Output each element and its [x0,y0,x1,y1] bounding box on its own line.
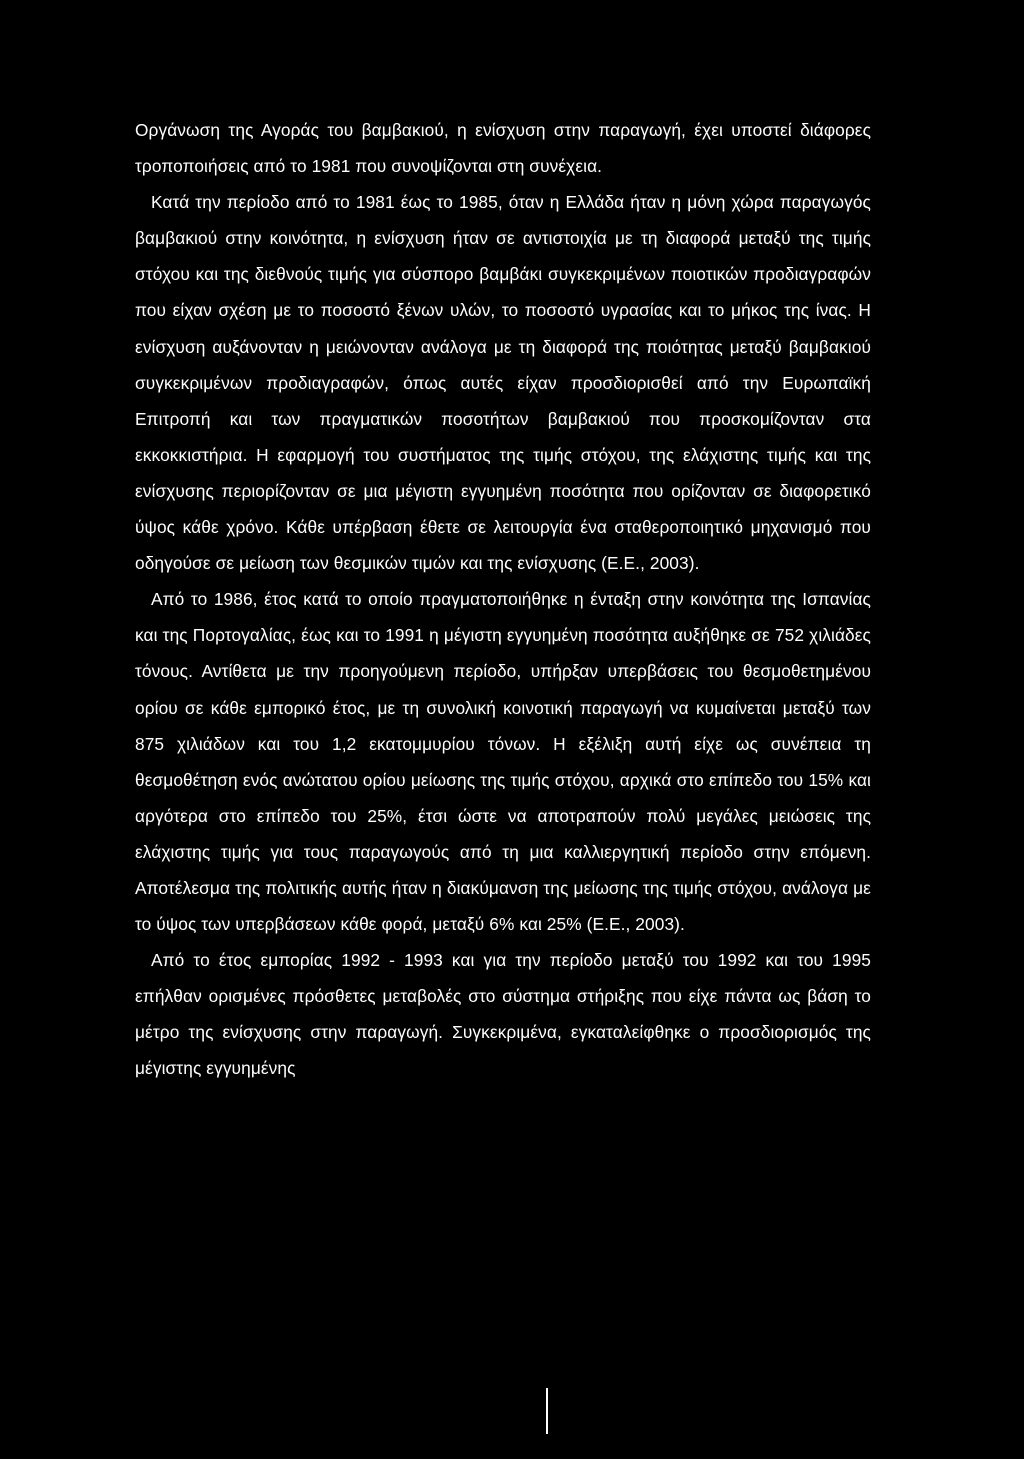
paragraph-4: Από το έτος εμπορίας 1992 - 1993 και για την περίοδο μεταξύ του 1992 και του 1995 επήλθαν ορισμένες πρόσθετες μεταβολές στο σύστημα στήριξης που είχε πάντα ως βάση το μέτρο της ενίσχυσης στην παραγωγή. Συγκεκριμένα, εγκαταλείφθηκε ο προσδιορισμός της μέγιστης εγγυημένης [135,950,871,1079]
document-page [135,112,871,1087]
paragraph-3: Από το 1986, έτος κατά το οποίο πραγματοποιήθηκε η ένταξη στην κοινότητα της Ισπανίας και της Πορτογαλίας, έως και το 1991 η μέγιστη εγγυημένη ποσότητα αυξήθηκε σε 752 χιλιάδες τόνους. Αντίθετα με την προηγούμενη περίοδο, υπήρξαν υπερβάσεις του θεσμοθετημένου ορίου σε κάθε εμπορικό έτος, με τη συνολική κοινοτική παραγωγή να κυμαίνεται μεταξύ των 875 χιλιάδων και του 1,2 εκατομμυρίου τόνων. Η εξέλιξη αυτή είχε ως συνέπεια τη θεσμοθέτηση ενός ανώτατου ορίου μείωσης της τιμής στόχου, αρχικά στο επίπεδο του 15% και αργότερα στο επίπεδο του 25%, έτσι ώστε να αποτραπούν πολύ μεγάλες μειώσεις της ελάχιστης τιμής για τους παραγωγούς από τη μια καλλιεργητική περίοδο στην επόμενη. Αποτέλεσμα της πολιτικής αυτής ήταν η διακύμανση της μείωσης της τιμής στόχου, ανάλογα με το ύψος των υπερβάσεων κάθε φορά, μεταξύ 6% και 25% (Ε.Ε., 2003). [135,589,871,935]
page-marker-line [546,1388,548,1434]
paragraph-1: Οργάνωση της Αγοράς του βαμβακιού, η ενίσχυση στην παραγωγή, έχει υποστεί διάφορες τροποποιήσεις από το 1981 που συνοψίζονται στη συνέχεια. [135,120,871,177]
paragraph-2: Κατά την περίοδο από το 1981 έως το 1985, όταν η Ελλάδα ήταν η μόνη χώρα παραγωγός βαμβακιού στην κοινότητα, η ενίσχυση ήταν σε αντιστοιχία με τη διαφορά μεταξύ της τιμής στόχου και της διεθνούς τιμής για σύσπορο βαμβάκι συγκεκριμένων ποιοτικών προδιαγραφών που είχαν σχέση με το ποσοστό ξένων υλών, το ποσοστό υγρασίας και το μήκος της ίνας. Η ενίσχυση αυξάνονταν η μειώνονταν ανάλογα με τη διαφορά της ποιότητας μεταξύ βαμβακιού συγκεκριμένων προδιαγραφών, όπως αυτές είχαν προσδιορισθεί από την Ευρωπαϊκή Επιτροπή και των πραγματικών ποσοτήτων βαμβακιού που προσκομίζονταν στα εκκοκκιστήρια. Η εφαρμογή του συστήματος της τιμής στόχου, της ελάχιστης τιμής και της ενίσχυσης περιορίζονταν σε μια μέγιστη εγγυημένη ποσότητα που ορίζονταν σε διαφορετικό ύψος κάθε χρόνο. Κάθε υπέρβαση έθετε σε λειτουργία ένα σταθεροποιητικό μηχανισμό που οδηγούσε σε μείωση των θεσμικών τιμών και της ενίσχυσης (Ε.Ε., 2003). [135,192,871,574]
